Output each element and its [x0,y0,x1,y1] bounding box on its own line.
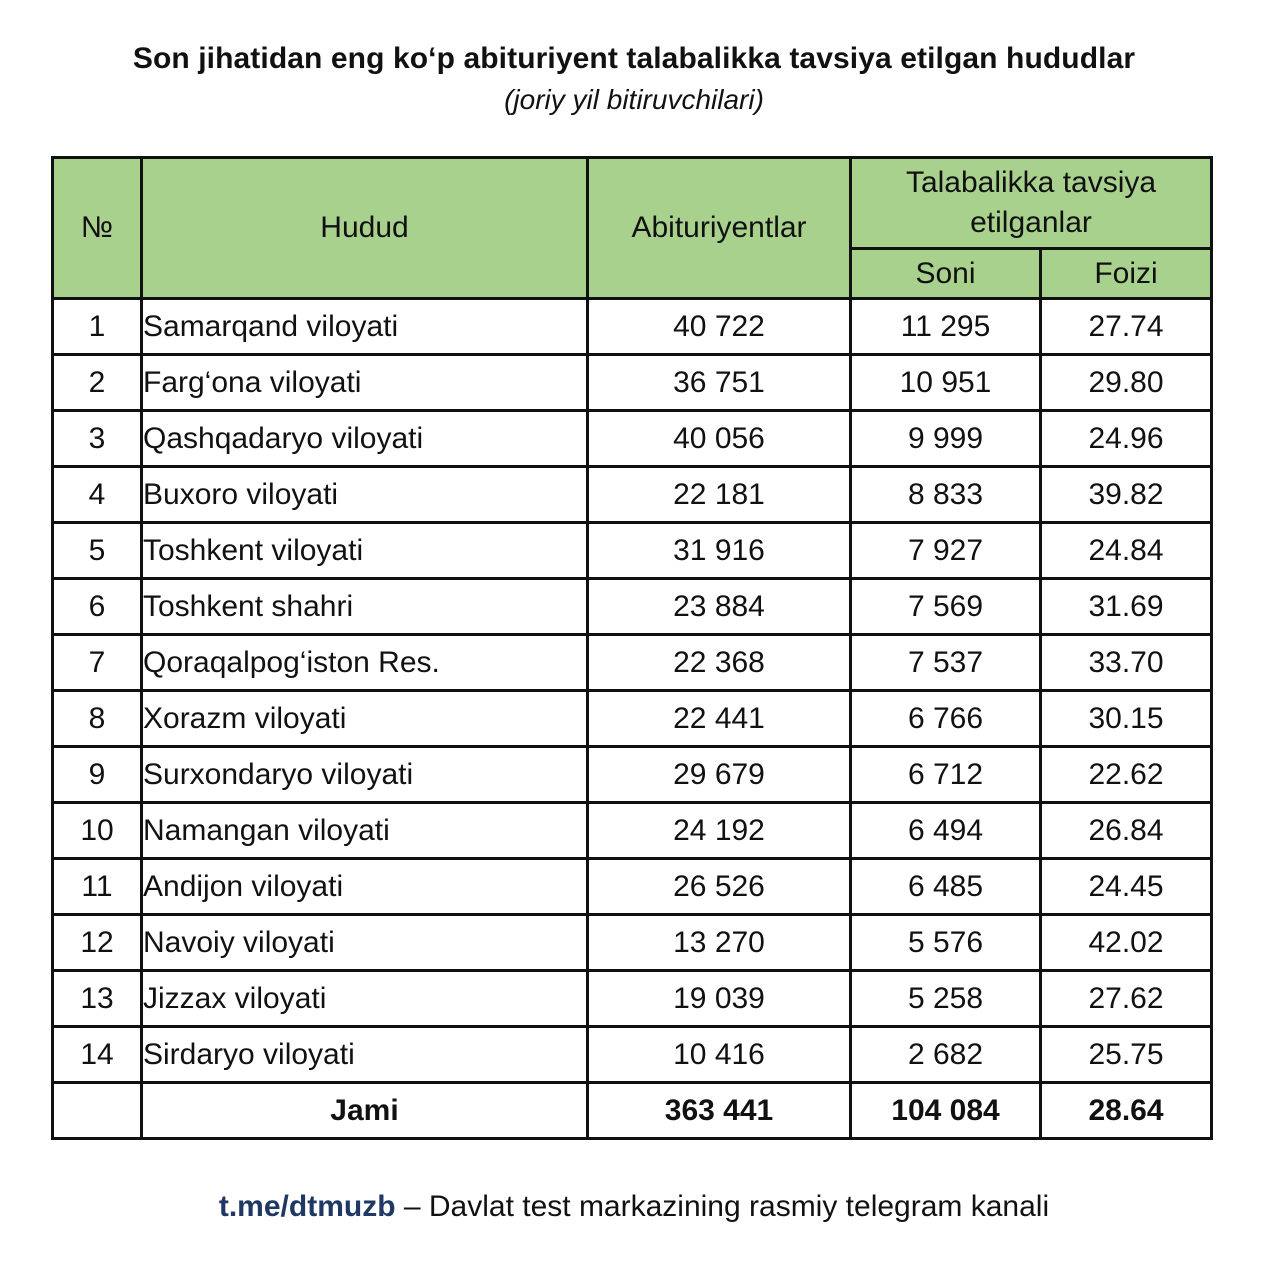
row-applicants: 29 679 [588,747,851,803]
row-region: Andijon viloyati [142,859,588,915]
row-applicants: 40 722 [588,299,851,355]
header-recommended: Talabalikka tavsiya etilganlar [851,158,1212,249]
row-applicants: 19 039 [588,971,851,1027]
row-applicants: 22 441 [588,691,851,747]
table-row [53,355,1212,411]
row-percent: 29.80 [1041,355,1212,411]
table-row [53,915,1212,971]
row-count: 10 951 [851,355,1041,411]
header-applicants: Abituriyentlar [588,158,851,299]
row-applicants: 23 884 [588,579,851,635]
row-percent: 27.74 [1041,299,1212,355]
row-region: Navoiy viloyati [142,915,588,971]
row-count: 6 712 [851,747,1041,803]
row-count: 9 999 [851,411,1041,467]
row-count: 7 537 [851,635,1041,691]
row-number: 7 [53,635,142,691]
row-region: Qoraqalpog‘iston Res. [142,635,588,691]
total-number [53,1083,142,1139]
row-percent: 33.70 [1041,635,1212,691]
table-row [53,299,1212,355]
row-applicants: 31 916 [588,523,851,579]
header-count: Soni [851,249,1041,299]
table-body [53,299,1212,1139]
row-region: Namangan viloyati [142,803,588,859]
row-applicants: 22 181 [588,467,851,523]
row-applicants: 10 416 [588,1027,851,1083]
row-percent: 27.62 [1041,971,1212,1027]
results-table [51,156,1213,1140]
row-number: 10 [53,803,142,859]
table-row [53,691,1212,747]
row-applicants: 13 270 [588,915,851,971]
row-count: 7 569 [851,579,1041,635]
table-row [53,971,1212,1027]
row-region: Qashqadaryo viloyati [142,411,588,467]
row-applicants: 24 192 [588,803,851,859]
table-row [53,1027,1212,1083]
row-region: Sirdaryo viloyati [142,1027,588,1083]
table-row [53,859,1212,915]
row-count: 2 682 [851,1027,1041,1083]
row-number: 5 [53,523,142,579]
row-region: Toshkent shahri [142,579,588,635]
row-region: Xorazm viloyati [142,691,588,747]
total-count: 104 084 [851,1083,1041,1139]
row-count: 6 494 [851,803,1041,859]
table-row [53,635,1212,691]
telegram-link[interactable]: t.me/dtmuzb [218,1190,396,1223]
table-row [53,523,1212,579]
row-percent: 24.84 [1041,523,1212,579]
row-percent: 22.62 [1041,747,1212,803]
row-percent: 42.02 [1041,915,1212,971]
row-count: 6 485 [851,859,1041,915]
total-percent: 28.64 [1041,1083,1212,1139]
row-region: Farg‘ona viloyati [142,355,588,411]
row-region: Jizzax viloyati [142,971,588,1027]
table-row [53,467,1212,523]
row-region: Surxondaryo viloyati [142,747,588,803]
row-count: 5 258 [851,971,1041,1027]
table-row [53,411,1212,467]
row-percent: 31.69 [1041,579,1212,635]
table-row [53,579,1212,635]
row-number: 8 [53,691,142,747]
row-count: 8 833 [851,467,1041,523]
row-percent: 24.45 [1041,859,1212,915]
row-count: 11 295 [851,299,1041,355]
header-region: Hudud [142,158,588,299]
total-row [53,1083,1212,1139]
footer-text: – Davlat test markazining rasmiy telegram kanali [395,1190,1050,1223]
row-count: 6 766 [851,691,1041,747]
row-percent: 30.15 [1041,691,1212,747]
row-region: Samarqand viloyati [142,299,588,355]
table-row [53,747,1212,803]
row-number: 1 [53,299,142,355]
header-percent: Foizi [1041,249,1212,299]
row-percent: 24.96 [1041,411,1212,467]
row-percent: 39.82 [1041,467,1212,523]
header-number: № [53,158,142,299]
total-label: Jami [142,1083,588,1139]
footer [0,1190,1268,1224]
row-count: 5 576 [851,915,1041,971]
row-percent: 25.75 [1041,1027,1212,1083]
page-subtitle: (joriy yil bitiruvchilari) [504,84,764,115]
row-number: 12 [53,915,142,971]
row-number: 3 [53,411,142,467]
row-count: 7 927 [851,523,1041,579]
row-number: 14 [53,1027,142,1083]
row-number: 4 [53,467,142,523]
row-applicants: 22 368 [588,635,851,691]
row-applicants: 26 526 [588,859,851,915]
row-number: 13 [53,971,142,1027]
row-applicants: 40 056 [588,411,851,467]
row-region: Buxoro viloyati [142,467,588,523]
table-row [53,803,1212,859]
page-title: Son jihatidan eng ko‘p abituriyent talabalikka tavsiya etilgan hududlar [132,42,1136,75]
row-number: 9 [53,747,142,803]
row-number: 2 [53,355,142,411]
row-applicants: 36 751 [588,355,851,411]
row-percent: 26.84 [1041,803,1212,859]
row-number: 6 [53,579,142,635]
row-number: 11 [53,859,142,915]
row-region: Toshkent viloyati [142,523,588,579]
total-applicants: 363 441 [588,1083,851,1139]
